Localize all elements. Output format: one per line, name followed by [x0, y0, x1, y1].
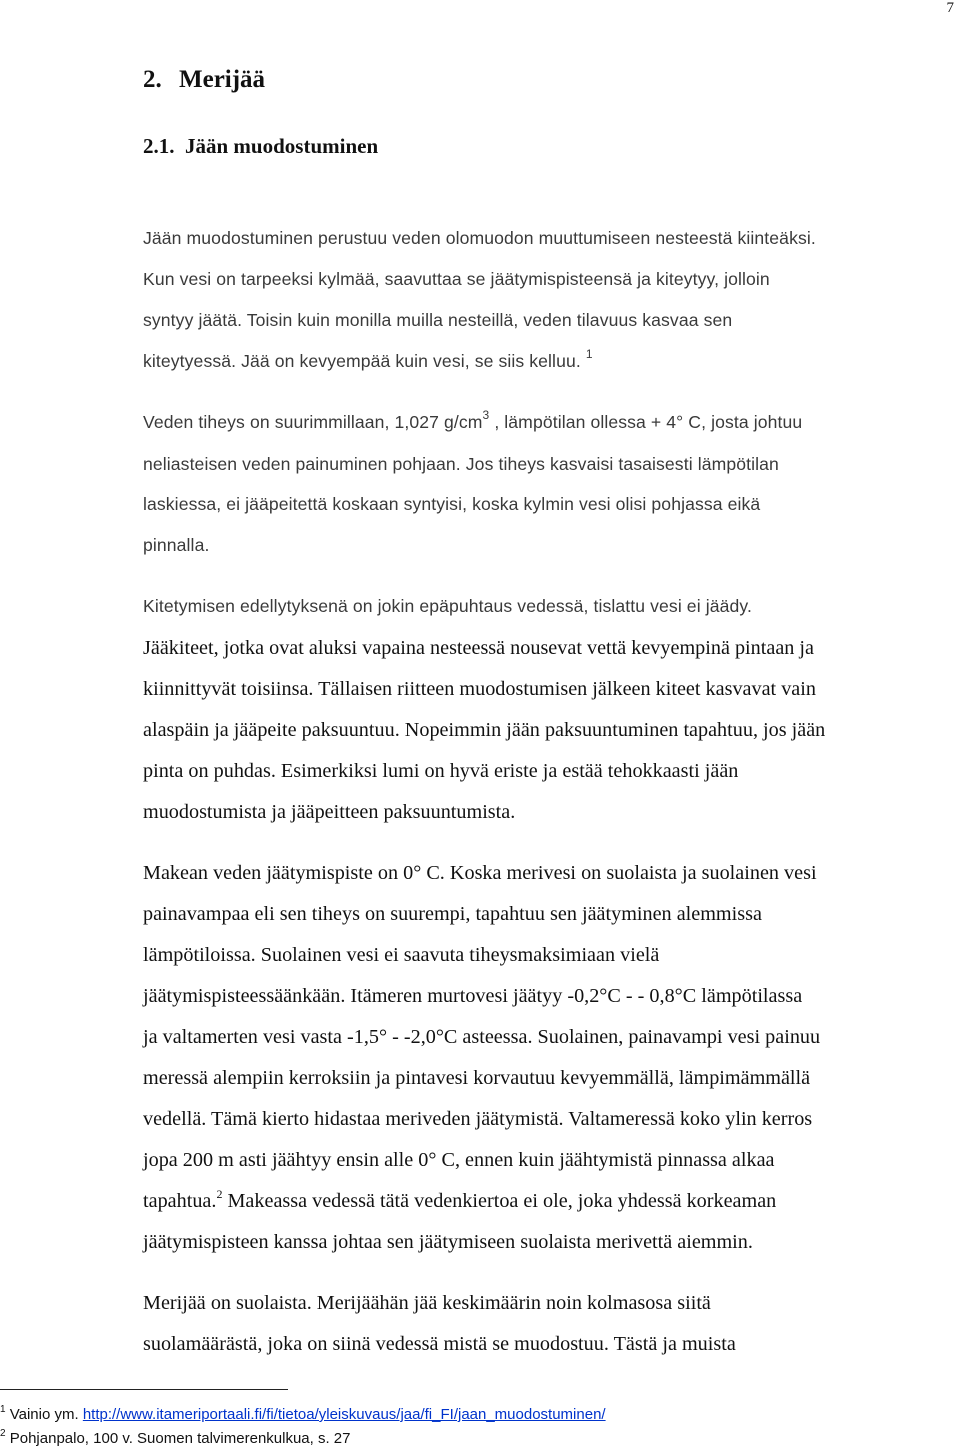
footnote-ref-1: 1 — [585, 347, 593, 361]
paragraph-4-line-10: jäätymispisteen kanssa johtaa sen jäätymiseen suolaista merivettä aiemmin. — [143, 1231, 753, 1253]
paragraph-3-line-1: Kitetymisen edellytyksenä on jokin epäpuhtaus vedessä, tislattu vesi ei jäädy. — [143, 596, 752, 616]
paragraph-4-line-7: vedellä. Tämä kierto hidastaa meriveden jäätymistä. Valtameressä koko ylin kerros — [143, 1108, 813, 1130]
paragraph-1-line-2: Kun vesi on tarpeeksi kylmää, saavuttaa se jäätymispisteensä ja kiteytyy, jolloin — [143, 269, 770, 289]
section-title: Jään muodostuminen — [185, 134, 379, 158]
footnote-1-link[interactable]: http://www.itameriportaali.fi/fi/tietoa/yleiskuvaus/jaa/fi_FI/jaan_muodostuminen/ — [82, 1406, 606, 1423]
paragraph-2-line-2 — [143, 453, 779, 476]
footnote-ref-2: 2 — [216, 1187, 223, 1201]
footnote-1-text: Vainio ym. — [9, 1406, 83, 1423]
paragraph-2-line-2-b: Jos tiheys kasvaisi tasaisesti lämpötilan — [460, 454, 779, 474]
paragraph-4-line-3: lämpötiloissa. Suolainen vesi ei saavuta tiheysmaksimiaan vielä — [143, 944, 660, 966]
paragraph-4-line-9-a: tapahtua. — [143, 1190, 217, 1212]
paragraph-2-line-1-b: , lämpötilan ollessa + 4° C, josta johtuu — [489, 412, 803, 432]
footnote-2-text: Pohjanpalo, 100 v. Suomen talvimerenkulkua, s. 27 — [9, 1430, 351, 1447]
paragraph-4-line-2: painavampaa eli sen tiheys on suurempi, tapahtuu sen jäätyminen alemmissa — [143, 903, 762, 925]
paragraph-2-line-1 — [143, 408, 803, 433]
section-number: 2.1. — [143, 134, 175, 158]
paragraph-4-line-4: jäätymispisteessäänkään. Itämeren murtovesi jäätyy -0,2°C - - 0,8°C lämpötilassa — [143, 985, 803, 1007]
chapter-heading — [143, 66, 265, 94]
paragraph-4-line-1: Makean veden jäätymispiste on 0° C. Koska merivesi on suolaista ja suolainen vesi — [143, 862, 817, 884]
paragraph-4-line-6: meressä alempiin kerroksiin ja pintavesi korvautuu kevyemmällä, lämpimämmällä — [143, 1067, 811, 1089]
paragraph-4-line-8: jopa 200 m asti jäähtyy ensin alle 0° C, ennen kuin jäähtymistä pinnassa alkaa — [143, 1149, 775, 1171]
paragraph-2-line-1-a: Veden tiheys on suurimmillaan, 1,027 g/cm — [143, 412, 483, 432]
paragraph-2-line-3: laskiessa, ei jääpeitettä koskaan syntyisi, koska kylmin vesi olisi pohjassa eikä — [143, 494, 761, 514]
footnote-1 — [0, 1406, 606, 1423]
paragraph-3-line-2: Jääkiteet, jotka ovat aluksi vapaina nesteessä nousevat vettä kevyempinä pintaan ja — [143, 637, 814, 659]
paragraph-1-line-4 — [143, 347, 593, 372]
paragraph-5-line-2: suolamäärästä, joka on siinä vedessä mistä se muodostuu. Tästä ja muista — [143, 1333, 736, 1355]
paragraph-3-line-3: kiinnittyvät toisiinsa. Tällaisen riitteen muodostumisen jälkeen kiteet kasvavat vain — [143, 678, 816, 700]
paragraph-1-line-3: syntyy jäätä. Toisin kuin monilla muilla nesteillä, veden tilavuus kasvaa sen — [143, 310, 733, 330]
superscript-3: 3 — [482, 408, 490, 422]
page-number: 7 — [946, 0, 954, 16]
chapter-title: Merijää — [179, 66, 266, 93]
paragraph-3-line-5: pinta on puhdas. Esimerkiksi lumi on hyvä eriste ja estää tehokkaasti jään — [143, 760, 739, 782]
paragraph-3-line-4: alaspäin ja jääpeite paksuuntuu. Nopeimmin jään paksuuntuminen tapahtuu, jos jään — [143, 719, 826, 741]
paragraph-4-line-9 — [143, 1187, 777, 1213]
paragraph-4-line-5: ja valtamerten vesi vasta -1,5° - -2,0°C asteessa. Suolainen, painavampi vesi painuu — [143, 1026, 821, 1048]
footnote-separator — [0, 1389, 288, 1390]
paragraph-4-line-9-b: Makeassa vedessä tätä vedenkiertoa ei ole, joka yhdessä korkeaman — [222, 1190, 777, 1212]
paragraph-2-line-4: pinnalla. — [143, 535, 210, 555]
paragraph-1-line-4-text: kiteytyessä. Jää on kevyempää kuin vesi, se siis kelluu. — [143, 351, 581, 371]
footnote-2-mark: 2 — [0, 1428, 6, 1439]
paragraph-3-line-6: muodostumista ja jääpeitteen paksuuntumista. — [143, 801, 516, 823]
footnote-1-mark: 1 — [0, 1404, 6, 1415]
section-heading — [143, 134, 378, 159]
paragraph-1-line-1: Jään muodostuminen perustuu veden olomuodon muuttumiseen nesteestä kiinteäksi. — [143, 228, 816, 248]
paragraph-5-line-1: Merijää on suolaista. Merijäähän jää keskimäärin noin kolmasosa siitä — [143, 1292, 711, 1314]
paragraph-2-line-2-a: neliasteisen veden painuminen pohjaan. — [143, 454, 461, 474]
footnote-2 — [0, 1430, 351, 1447]
chapter-number: 2. — [143, 66, 162, 93]
